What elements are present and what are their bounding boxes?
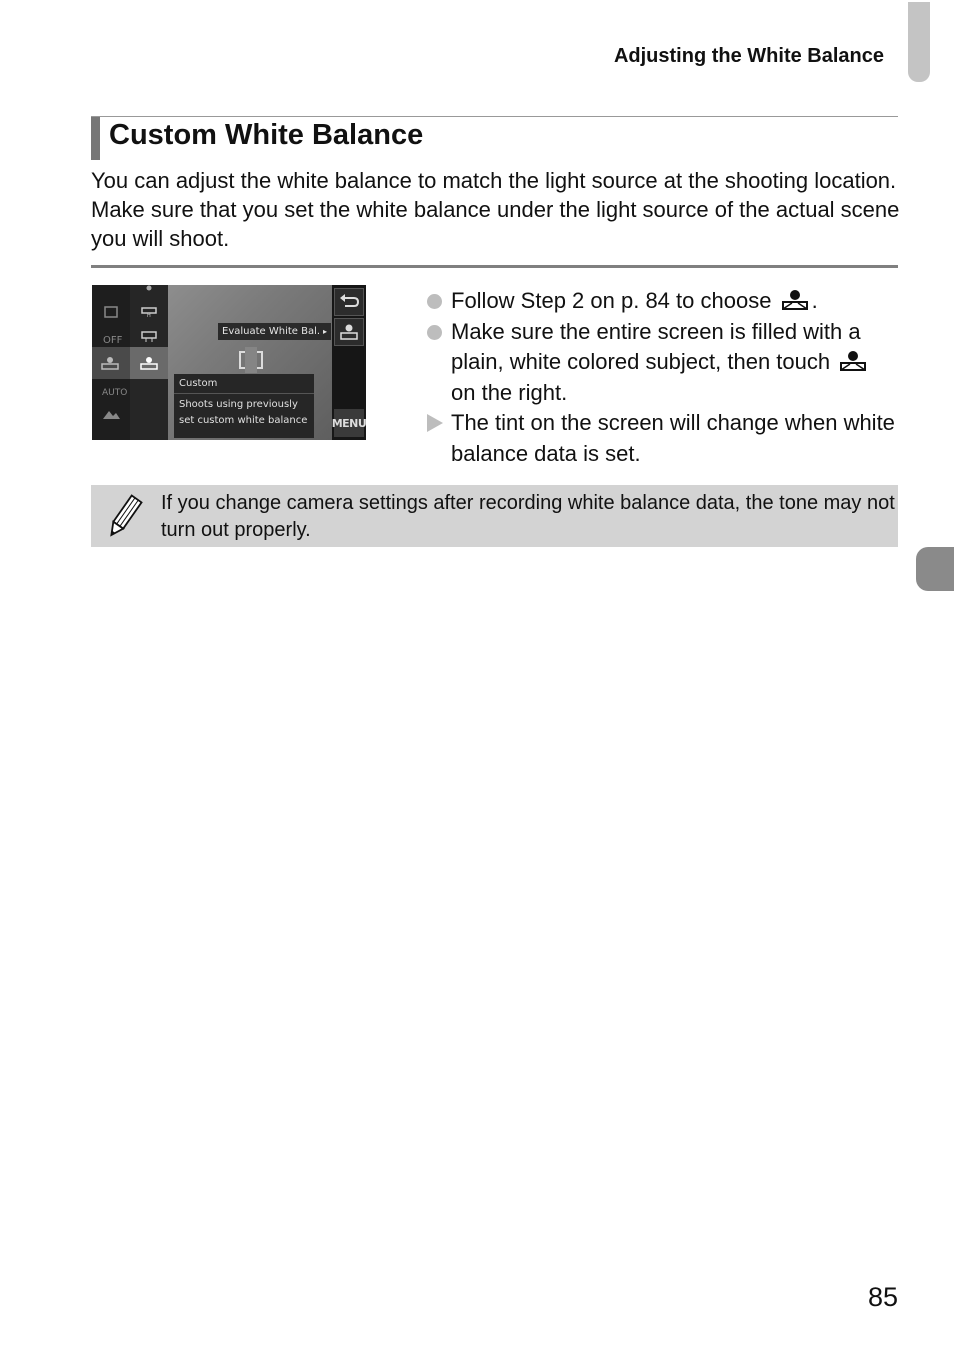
sun-icon	[139, 285, 159, 299]
menu-button: MENU	[334, 409, 364, 437]
chapter-edge-tab	[908, 2, 930, 82]
custom-wb-icon	[780, 289, 810, 311]
svg-text:AUTO: AUTO	[102, 388, 128, 398]
heading-bar	[91, 117, 100, 160]
arrow-right-icon: ▸	[322, 327, 327, 336]
step-result: The tint on the screen will change when white balance data is set.	[424, 408, 900, 469]
pencil-icon	[103, 493, 145, 541]
fluorescent-h-icon	[139, 304, 159, 318]
bullet-icon	[427, 325, 442, 340]
scene-icon	[101, 407, 121, 421]
camera-screen-image	[92, 285, 366, 440]
step-1: Follow Step 2 on p. 84 to choose .	[424, 286, 900, 317]
caution-note	[91, 485, 898, 547]
evaluate-white-bal-label: Evaluate White Bal. ▸	[218, 323, 331, 340]
page-number: 85	[867, 1282, 898, 1312]
wb-info-panel	[174, 374, 314, 438]
intro-paragraph: You can adjust the white balance to match the light source at the shooting location. Make sure that you set the white balance under the light source of the actual scene you will shoot.	[91, 168, 900, 251]
svg-text:OFF: OFF	[103, 335, 123, 346]
off-icon	[101, 331, 121, 345]
return-icon	[335, 289, 363, 315]
note-text: If you change camera settings after recording white balance data, the tone may not turn out properly.	[161, 492, 895, 541]
chapter-index-tab	[916, 547, 954, 591]
svg-text:H: H	[147, 313, 151, 319]
step-2: Make sure the entire screen is filled with a plain, white colored subject, then touch on the right.	[424, 317, 900, 409]
custom-wb-selected-icon	[139, 356, 159, 370]
wb-option-desc: Shoots using previously set custom white balance	[179, 399, 308, 426]
fluorescent-icon	[139, 329, 159, 343]
auto-wb-icon	[101, 383, 128, 398]
custom-wb-set-icon	[335, 319, 363, 345]
return-button	[334, 288, 364, 316]
custom-wb-icon	[838, 350, 868, 372]
wb-option-name: Custom	[174, 374, 314, 394]
divider-rule	[91, 265, 898, 268]
bullet-icon	[427, 294, 442, 309]
custom-wb-set-button	[334, 318, 364, 346]
custom-wb-icon	[100, 356, 120, 370]
procedure-steps	[424, 286, 900, 469]
section-heading	[91, 116, 898, 161]
result-arrow-icon	[427, 414, 443, 432]
flash-wb-icon	[101, 305, 121, 319]
running-header: Adjusting the White Balance	[613, 45, 884, 67]
section-title: Custom White Balance	[109, 119, 424, 151]
